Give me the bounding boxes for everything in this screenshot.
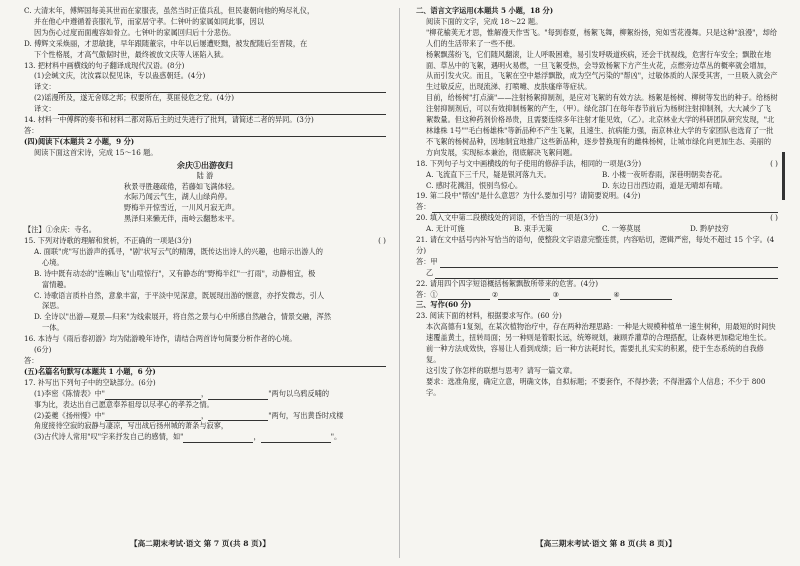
blank-input[interactable] <box>261 434 331 443</box>
slot-label: ① <box>430 289 438 299</box>
q17-3-prefix: (3)古代诗人常用"叹"字来抒发自己的感情，如" <box>34 432 184 442</box>
page-divider <box>399 8 400 558</box>
translation-label: 译文： <box>34 104 56 114</box>
option-d: D. 黔驴技穷 <box>690 224 729 234</box>
poem-line: 水际乃闻云气生，湖人山绿尚停。 <box>124 192 232 202</box>
blank-input[interactable] <box>438 291 490 300</box>
blank-input[interactable] <box>208 391 268 400</box>
slot-label: ③ <box>552 289 560 299</box>
option-c-cont: 深思。 <box>42 301 64 311</box>
answer-label: 乙 <box>426 267 434 277</box>
writing-section-heading: 三、写作(60 分) <box>416 300 472 310</box>
page-7-column <box>24 6 386 443</box>
option-c-line: C. 大清末年，傅辉国每美其世而在家服丧，虽然当时正值兵乱，但民妻朝向他的殉尽礼仪， <box>24 6 315 15</box>
answer-label: 答： <box>24 356 39 365</box>
option-b: B. 束手无策 <box>514 224 553 234</box>
question-14: 14. 材料一中傅辉的奏书和材料二都对陈后主的过失进行了批判，请简述二者的异同。(3分) <box>24 115 314 125</box>
passage-paragraph-3: 目前，给杨树"打点滴"——注射杨絮抑制剂，是应对飞絮的有效方法。杨絮是杨树、柳树等发出的种子。给杨树注射抑制剂后，可以有效抑制杨絮的产生，（甲）。绿化部门在每年春节前后为杨树注射抑制剂，大大减少了飞絮数量。但这种药剂价格昂贵，且需要连续多年注射才能见效，（乙）。北京林业大学的科研团队研究发现，"北林雄株 1号""毛白杨雄株"等新品种不产生飞絮，且速生、抗病能力强，南京林业大学的专家团队也选育了一批不飞絮的杨树品种，因地制宜地推广这些新品种，逐步替换现有的雌株杨树，让城市绿化向更加生态、美丽的方向发展，实现标本兼治，彻底解决飞絮问题。 <box>426 93 778 157</box>
q18-options-row-2 <box>416 181 778 192</box>
option-c-line: 并在他心中遵循着丧服礼节，而家居守孝。仁钟叶的家属如同此事，因以 <box>34 16 265 26</box>
reading-section-heading: (四)阅读下(本题共 2 小题，9 分) <box>24 136 135 146</box>
answer-22 <box>416 290 778 301</box>
option-d: D. 东边日出西边雨，道是无晴却有晴。 <box>602 180 728 190</box>
page-8-footer: 【高三期末考试·语文 第 8 页(共 8 页)】 <box>536 539 676 548</box>
blank-input[interactable] <box>559 291 611 300</box>
translation-answer-2[interactable] <box>24 104 386 115</box>
option-c: C. 一筹莫展 <box>602 224 641 234</box>
question-18 <box>416 159 778 170</box>
option-b: B. 小楼一夜听春雨，深巷明朝卖杏花。 <box>602 169 727 179</box>
poem-line: 秋景寻胜趣疏倦，若藤如飞满体轻。 <box>124 181 240 191</box>
essay-prompt: 这引发了你怎样的联想与思考？请写一篇文章。 <box>426 365 577 375</box>
q17-2-prefix: (2)姜夔《扬州慢》中" <box>34 410 105 420</box>
answer-21-b[interactable] <box>416 268 778 279</box>
passage-paragraph-2: 杨絮飘荡纷飞，它们随风翻滚，让人呼吸困难，易引发呼吸道疾病，还会干扰视线，危害行车安全；飘散在地面、草丛中的飞絮，遇明火易燃，一旦飞絮受热，会导致杨絮下方产生火花，点燃旁边草丛的概率就会增加，从而引发火灾。而且，飞絮在空中悬浮飘散，成为空气污染的"帮凶"，过敏体质的人深受其害，一旦吸入就会产生过敏反应，出现流涕、打喷嚏、皮肤瘙痒等症状。 <box>426 49 778 92</box>
blank-input[interactable] <box>105 412 201 421</box>
poem-note: 【注】①余庆：寺名。 <box>24 225 96 235</box>
answer-label: 答： <box>24 125 39 135</box>
question-16: 16. 本诗与《雨后春初游》均为陆游晚年诗作，请结合两首诗句简要分析作者的心境。 <box>24 334 297 344</box>
question-17-2-cont: 角度接待空寂的寂静与凄凉，写出战后扬州城的萧条与寂寥， <box>34 421 229 431</box>
option-a-cont: 心境。 <box>42 257 64 267</box>
dictation-section-heading: (五)名篇名句默写(本题共 1 小题，6 分) <box>24 366 156 376</box>
translation-answer-1[interactable] <box>24 82 386 93</box>
poem-author: 陆 游 <box>196 170 214 180</box>
question-17-1-cont: 事为比，表达出自己愿意奉养祖母以尽孝心的孝养之情。 <box>34 399 214 409</box>
question-17-1: (1)李密《陈情表》中" ， "两句以乌鸦反哺的 <box>34 388 330 398</box>
question-21: 21. 请在文中括号内补写恰当的语句，使整段文字语意完整连贯，内容贴切，逻辑严密，每处不超过 15 个字。(4分) <box>416 235 775 255</box>
blank-input[interactable] <box>105 391 201 400</box>
translation-label: 译文： <box>34 82 56 92</box>
answer-21-a[interactable] <box>416 257 778 268</box>
question-13-2: (2)谣漫所及，遂无舍郧之邦；权要所在，莫匪侵危之党。(4分) <box>34 93 235 103</box>
slot-label: ④ <box>613 289 620 299</box>
page-8-column <box>416 6 778 399</box>
language-section-heading: 二、语言文字运用(本题共 5 小题，18 分) <box>416 6 554 15</box>
blank-input[interactable] <box>183 434 253 443</box>
question-23: 23. 阅读下面的材料，根据要求写作。(60 分) <box>416 311 562 321</box>
option-c-line: 因为伤心过度而面瘦容如骨立。七钟叶的家属回归后十分悲伤。 <box>34 27 236 37</box>
option-d-line: 下个性格展，才高气傲倨时世，最终被放文庆等人诬陷入狱。 <box>34 49 229 59</box>
blank-input[interactable] <box>498 291 550 300</box>
poem-line: 黑泽归来懒无伴，南岭云翻愁未平。 <box>124 214 240 224</box>
option-d-cont: 一体。 <box>42 323 64 333</box>
answer-label: 答：甲 <box>416 256 438 266</box>
question-13: 13. 把材料中画横线的句子翻译成现代汉语。(8分) <box>24 60 185 70</box>
option-d-line: D. 傅辉文采焕丽，才思敏捷，早年跟随董宗，中年以后屡遭贬黜，被发配随后至晋陵，在 <box>24 38 308 48</box>
answer-label: 答： <box>416 289 431 299</box>
question-22: 22. 请用四个四字短语概括杨絮飘散所带来的危害。(4分) <box>416 278 599 288</box>
option-a: A. 面联"虎"写出游声的孤寻，"剧"状写云气的精薄，既传达出诗人的兴趣，也暗示出游人的 <box>34 246 323 256</box>
binding-mark <box>782 152 785 200</box>
q17-1-prefix: (1)李密《陈情表》中" <box>34 388 105 398</box>
page-7-footer: 【高二期末考试·语文 第 7 页(共 8 页)】 <box>130 539 270 548</box>
poem-title: 余庆①出游夜归 <box>177 159 233 170</box>
question-17-2: (2)姜夔《扬州慢》中" ， "两句，写出黄昏时戍楼 <box>34 410 344 420</box>
answer-16[interactable] <box>24 356 386 367</box>
answer-bracket[interactable]: ( ) <box>770 213 778 223</box>
option-b: B. 诗中既有动态的"连嘛山飞"山喧惊行"，又有静态的"野梅半红"一打雨"，动静相宜，极 <box>34 268 316 278</box>
option-b-cont: 富情趣。 <box>42 279 71 289</box>
question-17-3: (3)古代诗人常用"叹"字来抒发自己的感情，如" ， "。 <box>34 432 342 442</box>
option-c: C. 诗歌语言质朴自然，意象丰富，于平淡中见深意，既展现出游的惬意，亦抒发微志，引人 <box>34 290 325 300</box>
essay-material: 本次高德有1复刻，在某次植物治疗中，存在两种治理思路：一种是大规模种植单一速生树种，用最短的时间快速覆盖黄土，扭转局面；另一种则是着眼长远，统筹规划，兼顾乔灌草的合理搭配，让森林更加稳定地生长。前一种方法成效快，容易让人看到成绩；后一种方法耗时长，需要扎扎实实的积累，使于生态系统的自我修复。 <box>426 322 776 364</box>
slot-label: ② <box>491 289 499 299</box>
question-17: 17. 补写出下列句子中的空缺部分。(6分) <box>24 377 156 387</box>
blank-input[interactable] <box>208 412 268 421</box>
answer-14[interactable] <box>24 126 386 137</box>
question-15 <box>24 236 386 247</box>
question-20 <box>416 213 778 224</box>
essay-requirements: 要求：选准角度，确定立意，明确文体，自拟标题；不要套作，不得抄袭；不得泄露个人信息；不少于 800 字。 <box>426 376 766 397</box>
option-c: C. 感时花溅泪，恨别鸟惊心。 <box>426 180 523 190</box>
answer-bracket[interactable]: ( ) <box>770 158 778 168</box>
answer-label: 答： <box>416 202 431 212</box>
question-19: 19. 第二段中"帮凶"是什么意思？为什么要加引号？请简要说明。(4分) <box>416 191 641 201</box>
answer-19[interactable] <box>416 202 778 213</box>
poem-line: 野梅半开惊雪近，一川风月寂无声。 <box>124 203 240 213</box>
q17-2-suffix: "两句，写出黄昏时戍楼 <box>268 410 344 420</box>
passage-paragraph-1: "柳花榆荚无才思，惟解漫天作雪飞。"每到春夏，杨絮飞舞，柳絮纷扬，宛如雪花漫舞。只是这种"浪漫"，却给人们的生活带来了一些不便。 <box>426 27 778 48</box>
option-a: A. 无计可施 <box>426 224 465 234</box>
q20-options <box>416 224 778 235</box>
question-16-score: (6分) <box>34 345 52 355</box>
question-20-text: 20. 填入文中第二段横线处的词语，不恰当的一项是(3分) <box>416 213 599 223</box>
question-18-text: 18. 下列句子与文中画横线的句子使用的修辞手法，相同的一项是(3分) <box>416 158 642 168</box>
question-15-text: 15. 下列对诗歌的理解和赏析，不正确的一项是(3分) <box>24 236 192 246</box>
q18-options-row-1 <box>416 170 778 181</box>
reading-instruction: 阅读下面这首宋诗，完成 15～16 题。 <box>34 147 158 157</box>
option-a: A. 飞流直下三千尺，疑是银河落九天。 <box>426 169 551 179</box>
blank-input[interactable] <box>620 291 672 300</box>
language-instruction: 阅读下面的文字，完成 18～22 题。 <box>426 16 543 26</box>
q17-1-suffix: "两句以乌鸦反哺的 <box>268 388 330 398</box>
option-d: D. 全诗以"出游—观景—归来"为线索展开，将自然之景与心中所感自然融合，情景交融，浑然 <box>34 312 332 322</box>
question-13-1: (1)会缄文庆，沈汝霖以倪见诛，专以蛊惑朝廷。(4分) <box>34 71 206 81</box>
answer-bracket[interactable]: ( ) <box>378 236 386 246</box>
